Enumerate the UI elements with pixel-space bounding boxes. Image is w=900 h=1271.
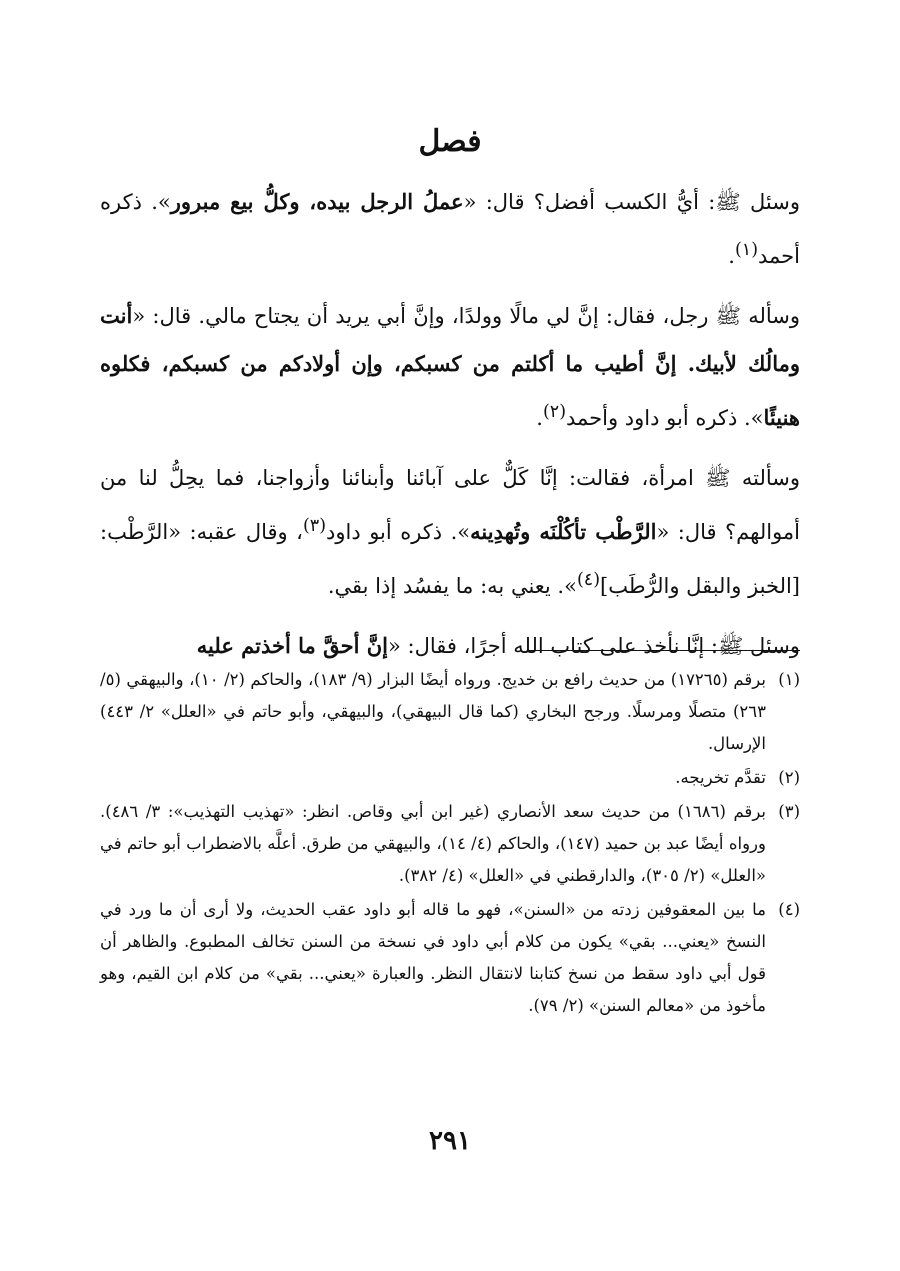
footnote-2 [100,762,800,794]
paragraph-3 [100,454,800,610]
footnote-4 [100,894,800,1022]
text-run: . [536,406,543,430]
paragraph-2 [100,292,800,442]
footnote-number: (٣) [778,802,800,821]
footnote-number: (٤) [778,900,800,919]
text-run: . [728,244,735,268]
footnote-text: ما بين المعقوفين زدته من «السنن»، فهو ما قاله أبو داود عقب الحديث، ولا أرى أن ما ورد في النسخ «يعني... بقي» يكون من كلام أبي داود في نسخة من السنن تخالف المطبوع. والظاهر أن قول أبي داود سقط من نسخ كتابنا لانتقال النظر. والعبارة «يعني... بقي» من كلام ابن القيم، وهو مأخوذ من «معالم السنن» (٢/ ٧٩). [100,900,766,1015]
text-run: وسألته ﷺ امرأة، فقالت: إنَّا كَلٌّ على آبائنا وأبنائنا وأزواجنا، فما يحِلُّ لنا من أموالهم؟ قال: « [100,466,800,544]
text-run: وسأله ﷺ رجل، فقال: إنَّ لي مالًا وولدًا، وإنَّ أبي يريد أن يجتاح مالي. قال: « [132,304,800,328]
section-title: فصل [418,124,482,159]
hadith-text: إنَّ أحقَّ ما أخذتم عليه [196,633,388,658]
footnote-3 [100,796,800,892]
text-run: ، وقال عقبه: «الرَّطْب: [الخبز والبقل والرُّطَب] [100,520,800,598]
footnote-divider [527,650,800,651]
footnote-number: (٢) [778,768,800,787]
footnote-1 [100,664,800,760]
paragraph-4 [100,622,800,670]
hadith-text: الرَّطْب تأكُلْنَه وتُهدِينه [470,519,657,544]
text-run: ». ذكره أبو داود [326,520,471,544]
footnote-ref: (٣) [302,516,327,536]
footnote-number: (١) [778,670,800,689]
hadith-text: عملُ الرجل بيده، وكلُّ بيع مبرور [170,189,464,214]
footnote-text: برقم (١٦٨٦) من حديث سعد الأنصاري (غير ابن أبي وقاص. انظر: «تهذيب التهذيب»: ٣/ ٤٨٦). ورواه أيضًا عبد بن حميد (١٤٧)، والحاكم (٤/ ١٤)، والبيهقي من طرق. أعلَّه بالاضطراب أبو حاتم في «العلل» (٢/ ٣٠٥)، والدارقطني في «العلل» (٤/ ٣٨٢). [100,802,767,885]
footnote-ref: (٢) [542,402,567,422]
text-run: ». يعني به: ما يفسُد إذا بقي. [327,574,577,598]
book-page [100,0,800,1271]
paragraph-1 [100,178,800,280]
footnote-text: تقدَّم تخريجه. [675,768,766,787]
footnotes [100,664,800,1024]
footnote-ref: (٤) [576,570,601,590]
footnote-ref: (١) [734,240,759,260]
text-run: وسئل ﷺ: أيُّ الكسب أفضل؟ قال: « [463,190,800,214]
text-run: ». ذكره أبو داود وأحمد [566,406,764,430]
text-run: ». ذكره أحمد [100,190,800,268]
page-number: ٢٩١ [429,1126,471,1156]
footnote-text: برقم (١٧٢٦٥) من حديث رافع بن خديج. ورواه أيضًا البزار (٩/ ١٨٣)، والحاكم (٢/ ١٠)، والبيهقي (٥/ ٢٦٣) متصلًا ومرسلًا. ورجح البخاري (كما قال البيهقي)، والبيهقي، وأبو حاتم في «العلل» ٢/ ٤٤٣) الإرسال. [100,670,767,753]
text-run: وسئل ﷺ: إنَّا نأخذ على كتاب الله أجرًا، فقال: « [387,634,800,658]
main-text [100,178,800,682]
hadith-text: أنت ومالُك لأبيك. إنَّ أطيب ما أكلتم من كسبكم، وإن أولادكم من كسبكم، فكلوه هنيئًا [100,303,800,430]
